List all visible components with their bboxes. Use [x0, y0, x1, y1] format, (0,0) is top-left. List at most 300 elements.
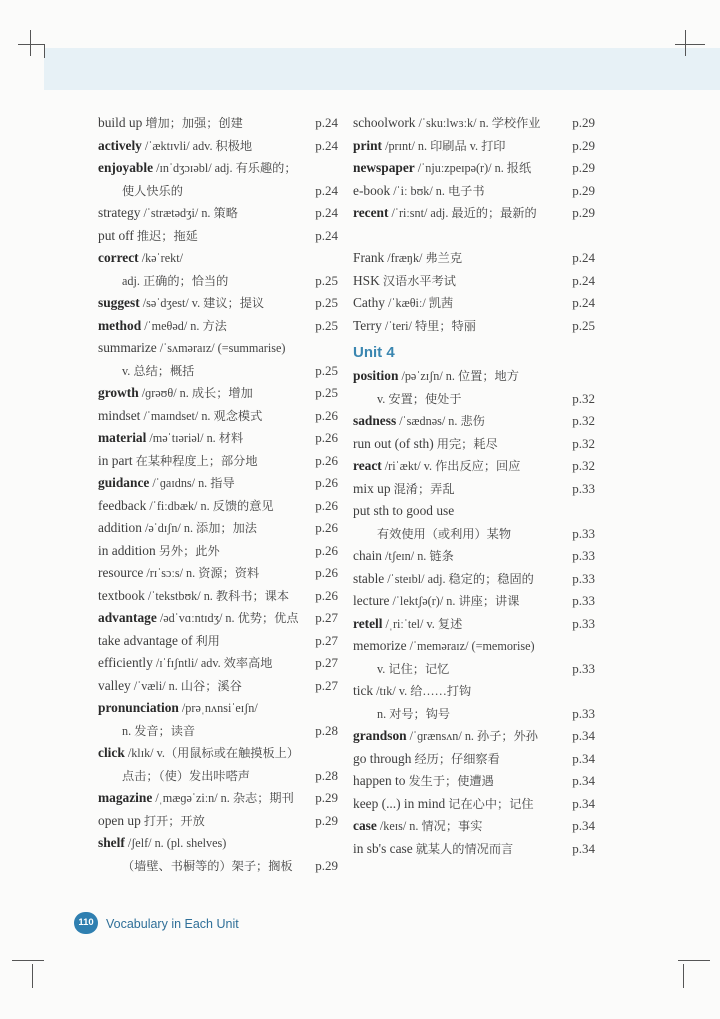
headword: in part	[98, 452, 133, 468]
page-reference: p.24	[315, 227, 338, 243]
entry-text	[353, 635, 535, 658]
entry-text	[98, 630, 220, 653]
page-reference: p.32	[572, 390, 595, 406]
headword: pronunciation	[98, 700, 179, 715]
vocab-entry	[98, 585, 338, 608]
definition: /ˈmeθəd/ n. 方法	[141, 318, 227, 333]
definition: （墙壁、书橱等的）架子；搁板	[122, 858, 293, 873]
headword: actively	[98, 137, 142, 153]
headword: shelf	[98, 835, 125, 850]
entry-text	[98, 832, 226, 855]
definition: /ˈfiːdbæk/ n. 反馈的意见	[146, 498, 274, 513]
headword: go through	[353, 750, 412, 766]
entry-text	[353, 315, 476, 338]
vocab-entry	[353, 478, 595, 501]
page-reference: p.34	[572, 795, 595, 811]
page-reference: p.25	[315, 317, 338, 333]
definition: /keɪs/ n. 情况；事实	[376, 819, 483, 833]
entry-text	[98, 270, 228, 293]
page-reference: p.33	[572, 480, 595, 496]
definition: /ˈsteɪbl/ adj. 稳定的；稳固的	[384, 571, 534, 586]
vocab-entry	[98, 630, 338, 653]
vocab-entry	[353, 770, 595, 793]
vocab-entry	[98, 450, 338, 473]
headword: tick	[353, 683, 374, 698]
headword: feedback	[98, 497, 147, 513]
headword: growth	[98, 385, 139, 400]
headword: put sth to good use	[353, 503, 455, 518]
vocab-entry	[353, 157, 595, 180]
entry-text	[353, 770, 494, 793]
entry-text	[98, 810, 205, 833]
headword: correct	[98, 250, 139, 265]
entry-text	[98, 225, 198, 248]
entry-text	[98, 562, 259, 585]
definition: v. 记住；记忆	[377, 661, 450, 676]
page-reference: p.34	[572, 750, 595, 766]
page-reference: p.29	[572, 182, 595, 198]
headword: recent	[353, 205, 389, 220]
entry-text	[98, 202, 238, 225]
crop-mark-top-right	[685, 30, 686, 56]
definition: /əˈdɪʃn/ n. 添加；加法	[141, 521, 257, 535]
footer-title: Vocabulary in Each Unit	[106, 917, 239, 931]
definition: /ˈsʌməraɪz/ (=summarise)	[156, 341, 286, 355]
headword: enjoyable	[98, 160, 154, 175]
definition: 就某人的情况而言	[412, 841, 514, 856]
definition: /ˈvæli/ n. 山谷；溪谷	[130, 678, 242, 693]
vocab-entry	[98, 517, 338, 540]
page-reference: p.27	[315, 677, 338, 693]
entry-text	[353, 388, 462, 411]
headword: suggest	[98, 295, 140, 310]
headword: put off	[98, 227, 134, 243]
headword: memorize	[353, 638, 407, 653]
page-reference: p.32	[572, 435, 595, 451]
definition: /ˈnjuːzpeɪpə(r)/ n. 报纸	[414, 161, 532, 175]
entry-text	[353, 478, 455, 501]
definition: /ˈmeməraɪz/ (=memorise)	[406, 639, 535, 653]
definition: /ˈɡrænsʌn/ n. 孙子；外孙	[406, 729, 538, 743]
vocab-entry	[98, 405, 338, 428]
entry-text	[98, 495, 274, 518]
entry-text	[98, 157, 297, 180]
vocab-entry	[98, 540, 338, 563]
entry-text	[353, 500, 454, 523]
vocab-entry	[98, 247, 338, 270]
headword: print	[353, 137, 383, 153]
entry-text	[98, 540, 220, 563]
page-reference: p.26	[315, 565, 338, 580]
definition: /ˈɡaɪdns/ n. 指导	[149, 476, 235, 490]
headword: mindset	[98, 407, 141, 423]
entry-text	[98, 427, 243, 450]
entry-text	[353, 365, 519, 388]
crop-mark-bottom-right	[678, 960, 710, 961]
definition: /fræŋk/ 弗兰克	[384, 251, 463, 265]
headword: stable	[353, 570, 385, 586]
definition: /ˈlektʃə(r)/ n. 讲座；讲课	[389, 594, 520, 608]
vocab-entry	[98, 562, 338, 585]
definition: /ˈkæθiː/ 凯茜	[385, 296, 454, 310]
headword: in sb's case	[353, 840, 413, 856]
definition: /ˌriːˈtel/ v. 复述	[382, 616, 463, 631]
page-reference: p.33	[572, 548, 595, 563]
crop-mark-bottom-left	[12, 960, 44, 961]
vocab-entry	[98, 607, 338, 630]
definition: /klɪk/ v.（用鼠标或在触摸板上）	[124, 746, 300, 760]
definition: /prəˌnʌnsiˈeɪʃn/	[178, 701, 258, 715]
definition: /səˈdʒest/ v. 建议；提议	[139, 296, 265, 310]
entry-text	[98, 247, 183, 270]
page-reference: p.26	[315, 542, 338, 558]
page-reference: p.24	[315, 115, 338, 130]
entry-text	[98, 855, 293, 878]
page-reference: p.32	[572, 458, 595, 473]
headword: take advantage of	[98, 632, 193, 648]
definition: 增加；加强；创建	[142, 116, 243, 130]
definition: /riˈækt/ v. 作出反应；回应	[381, 459, 521, 473]
page-reference: p.32	[572, 413, 595, 428]
definition: /ɡrəʊθ/ n. 成长；增加	[138, 386, 253, 400]
vocab-entry	[353, 292, 595, 315]
definition: 经历；仔细察看	[411, 751, 500, 766]
vocab-entry	[353, 202, 595, 225]
page-reference: p.33	[572, 593, 595, 608]
definition: 使人快乐的	[122, 183, 183, 198]
page-reference: p.29	[315, 812, 338, 828]
page-reference: p.26	[315, 475, 338, 490]
vocab-entry	[353, 635, 595, 658]
crop-mark-top-right	[675, 44, 705, 45]
definition: 发生于；使遭遇	[405, 774, 494, 788]
definition: n. 对号；钩号	[377, 706, 451, 721]
entry-text	[353, 157, 531, 180]
page-reference: p.26	[315, 452, 338, 468]
definition: adj. 正确的；恰当的	[122, 273, 229, 288]
page-reference: p.26	[315, 587, 338, 603]
vocab-entry	[98, 135, 338, 158]
entry-text	[98, 405, 262, 428]
definition: /tʃeɪn/ n. 链条	[382, 549, 454, 563]
vocab-entry	[353, 455, 595, 478]
headword: build up	[98, 115, 143, 130]
vocab-entry	[98, 157, 338, 180]
headword: schoolwork	[353, 115, 416, 130]
entry-continuation	[353, 388, 595, 411]
definition: 混淆；弄乱	[390, 481, 455, 496]
vocab-entry	[98, 202, 338, 225]
entry-text	[353, 815, 482, 838]
headword: case	[353, 818, 377, 833]
entry-text	[98, 180, 183, 203]
vocab-entry	[353, 613, 595, 636]
definition: 打开；开放	[140, 813, 205, 828]
definition: 用完；耗尽	[433, 436, 498, 451]
definition: /ˈæktɪvli/ adv. 积极地	[141, 138, 253, 153]
entry-text	[98, 382, 253, 405]
headword: summarize	[98, 340, 157, 355]
headword: method	[98, 317, 142, 333]
definition: 有效使用（或利用）某物	[377, 526, 512, 541]
vocab-entry	[353, 725, 595, 748]
entry-text	[353, 247, 462, 270]
vocab-entry	[98, 315, 338, 338]
page-reference: p.28	[315, 767, 338, 783]
crop-mark-top-left	[30, 30, 31, 56]
vocab-entry	[353, 568, 595, 591]
page-reference: p.29	[315, 857, 338, 873]
page-reference: p.34	[572, 728, 595, 743]
page-reference: p.25	[315, 272, 338, 288]
crop-mark-top-left	[44, 44, 45, 58]
vocab-entry	[98, 787, 338, 810]
entry-text	[353, 545, 454, 568]
entry-continuation	[98, 855, 338, 878]
entry-continuation	[98, 270, 338, 293]
vocab-entry	[98, 810, 338, 833]
vocabulary-column-right	[353, 112, 595, 860]
page-reference: p.34	[572, 818, 595, 833]
definition: /ˈtekstbʊk/ n. 教科书；课本	[144, 588, 290, 603]
headword: strategy	[98, 205, 141, 220]
page-reference: p.25	[315, 362, 338, 378]
headword: position	[353, 368, 399, 383]
page-reference: p.24	[572, 272, 595, 288]
entry-text	[98, 292, 264, 315]
definition: 汉语水平考试	[379, 273, 456, 288]
entry-text	[98, 765, 250, 788]
entry-text	[353, 590, 519, 613]
vocab-entry	[98, 427, 338, 450]
headword: react	[353, 458, 382, 473]
headword: click	[98, 745, 125, 760]
vocab-entry	[353, 815, 595, 838]
headword: retell	[353, 615, 383, 631]
page-reference: p.24	[315, 182, 338, 198]
headword: in addition	[98, 542, 156, 558]
definition: /tɪk/ v. 给……打钩	[373, 684, 472, 698]
page-reference: p.24	[572, 250, 595, 265]
definition: /ˈmaɪndset/ n. 观念模式	[140, 408, 263, 423]
entry-continuation	[353, 703, 595, 726]
vocab-entry	[353, 112, 595, 135]
definition: /ˈstrætədʒi/ n. 策略	[140, 206, 238, 220]
page-reference: p.27	[315, 610, 338, 625]
vocab-entry	[353, 590, 595, 613]
page-reference: p.29	[315, 790, 338, 805]
entry-continuation	[98, 720, 338, 743]
entry-text	[353, 703, 450, 726]
entry-text	[98, 135, 252, 158]
entry-text	[98, 652, 273, 675]
entry-text	[98, 360, 194, 383]
page-reference: p.27	[315, 632, 338, 648]
definition: /ədˈvɑːntɪdʒ/ n. 优势；优点	[156, 611, 299, 625]
entry-continuation	[98, 180, 338, 203]
page-reference: p.33	[572, 705, 595, 721]
entry-text	[98, 585, 289, 608]
page-reference: p.24	[315, 205, 338, 220]
definition: /kəˈrekt/	[138, 251, 183, 265]
entry-text	[353, 292, 453, 315]
definition: /ʃelf/ n. (pl. shelves)	[124, 836, 227, 850]
vocab-entry	[353, 748, 595, 771]
headword: e-book	[353, 182, 391, 198]
entry-text	[98, 720, 195, 743]
entry-text	[98, 337, 285, 360]
entry-text	[98, 607, 299, 630]
headword: valley	[98, 677, 131, 693]
headword: Cathy	[353, 295, 385, 310]
definition: /ˈskuːlwɜːk/ n. 学校作业	[415, 116, 541, 130]
definition: /ɪˈfɪʃntli/ adv. 效率高地	[152, 656, 273, 670]
definition: 在某种程度上；部分地	[132, 453, 258, 468]
entry-text	[353, 270, 456, 293]
entry-continuation	[98, 765, 338, 788]
definition: /pəˈzɪʃn/ n. 位置；地方	[398, 369, 519, 383]
headword: open up	[98, 812, 141, 828]
vocab-entry	[353, 247, 595, 270]
page-reference: p.33	[572, 570, 595, 586]
definition: /ˈriːsnt/ adj. 最近的；最新的	[388, 206, 537, 220]
entry-text	[353, 568, 534, 591]
crop-mark-top-left	[18, 44, 44, 45]
vocab-entry	[353, 793, 595, 816]
definition: /ˈiː bʊk/ n. 电子书	[390, 183, 485, 198]
entry-text	[98, 450, 258, 473]
vocab-entry	[353, 500, 595, 523]
entry-text	[353, 680, 471, 703]
entry-text	[98, 787, 294, 810]
page-reference: p.25	[315, 385, 338, 400]
page-reference: p.26	[315, 497, 338, 513]
vocab-entry	[98, 675, 338, 698]
page-reference: p.29	[572, 205, 595, 220]
headword: magazine	[98, 790, 153, 805]
page-reference: p.33	[572, 615, 595, 631]
entry-text	[353, 433, 498, 456]
definition: /rɪˈsɔːs/ n. 资源；资料	[143, 566, 260, 580]
headword: guidance	[98, 475, 150, 490]
headword: textbook	[98, 587, 145, 603]
vocab-entry	[353, 838, 595, 861]
definition: 利用	[192, 633, 220, 648]
headword: mix up	[353, 480, 391, 496]
vocab-entry	[98, 292, 338, 315]
definition: /prɪnt/ n. 印刷品 v. 打印	[382, 138, 506, 153]
vocabulary-column-left	[98, 112, 338, 877]
headword: lecture	[353, 593, 390, 608]
vocab-entry	[98, 472, 338, 495]
page-reference: p.26	[315, 430, 338, 445]
entry-text	[353, 838, 513, 861]
vocab-entry	[353, 433, 595, 456]
vocab-entry	[353, 680, 595, 703]
vocab-entry	[98, 697, 338, 720]
headword: run out (of sth)	[353, 435, 434, 451]
page-reference: p.25	[315, 295, 338, 310]
entry-text	[98, 315, 227, 338]
page-number-badge: 110	[74, 912, 98, 934]
vocab-entry	[353, 135, 595, 158]
crop-mark-bottom-right	[683, 964, 684, 988]
entry-continuation	[353, 523, 595, 546]
definition: v. 总结；概括	[122, 363, 195, 378]
vocab-entry	[353, 545, 595, 568]
headword: resource	[98, 565, 144, 580]
vocab-entry	[98, 382, 338, 405]
entry-text	[353, 135, 505, 158]
page-reference: p.29	[572, 160, 595, 175]
entry-text	[353, 613, 462, 636]
vocab-entry	[98, 337, 338, 360]
entry-continuation	[98, 360, 338, 383]
headword: Frank	[353, 250, 385, 265]
entry-text	[353, 410, 485, 433]
definition: /ˈsædnəs/ n. 悲伤	[396, 414, 485, 428]
vocab-entry	[98, 112, 338, 135]
vocab-entry	[98, 742, 338, 765]
definition: /ˌmæɡəˈziːn/ n. 杂志；期刊	[152, 791, 294, 805]
definition: v. 安置；使处于	[377, 391, 462, 406]
definition: 记在心中；记住	[445, 796, 534, 811]
entry-text	[98, 742, 299, 765]
header-banner	[44, 48, 720, 90]
unit-heading: Unit 4	[353, 344, 395, 361]
entry-text	[353, 658, 449, 681]
spacer	[353, 225, 595, 248]
vocab-entry	[98, 495, 338, 518]
headword: HSK	[353, 272, 380, 288]
entry-text	[353, 793, 534, 816]
definition: 推迟；拖延	[133, 228, 198, 243]
headword: newspaper	[353, 160, 415, 175]
headword: advantage	[98, 610, 157, 625]
entry-text	[353, 180, 485, 203]
page-reference: p.28	[315, 722, 338, 738]
page-reference: p.29	[572, 115, 595, 130]
vocab-entry	[353, 315, 595, 338]
entry-text	[353, 112, 540, 135]
page-reference: p.26	[315, 520, 338, 535]
entry-text	[98, 517, 257, 540]
entry-text	[353, 725, 538, 748]
entry-text	[98, 675, 242, 698]
entry-text	[98, 112, 243, 135]
page-reference: p.33	[572, 525, 595, 541]
entry-text	[353, 455, 520, 478]
headword: efficiently	[98, 655, 153, 670]
definition: /məˈtɪəriəl/ n. 材料	[146, 431, 244, 445]
definition: /ˈteri/ 特里；特丽	[381, 318, 476, 333]
crop-mark-bottom-left	[32, 964, 33, 988]
page-reference: p.24	[572, 295, 595, 310]
definition: 点击；（使）发出咔嗒声	[122, 768, 250, 783]
entry-text	[353, 202, 537, 225]
page-reference: p.29	[572, 137, 595, 153]
definition: n. 发音；读音	[122, 723, 196, 738]
page-reference: p.34	[572, 773, 595, 788]
page-reference: p.27	[315, 655, 338, 670]
vocab-entry	[353, 410, 595, 433]
headword: happen to	[353, 773, 406, 788]
definition: /ɪnˈdʒɔɪəbl/ adj. 有乐趣的；	[153, 161, 297, 175]
headword: chain	[353, 548, 382, 563]
vocab-entry	[353, 365, 595, 388]
vocab-entry	[353, 270, 595, 293]
page-reference: p.25	[572, 317, 595, 333]
